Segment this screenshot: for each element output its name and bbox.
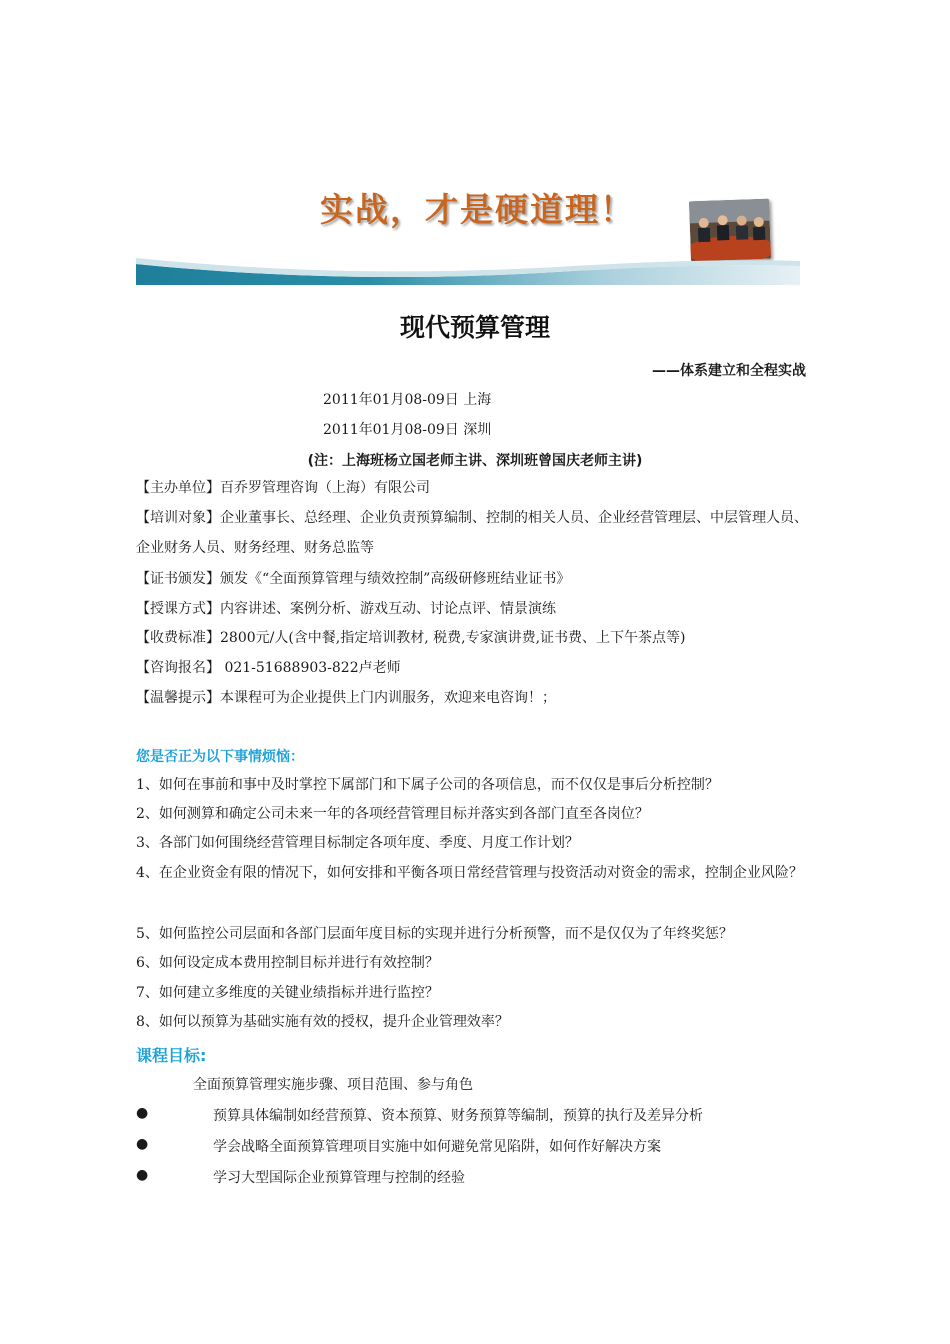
goal-text: 学会战略全面预算管理项目实施中如何避免常见陷阱，如何作好解决方案 bbox=[213, 1139, 661, 1155]
question-item: 1、如何在事前和事中及时掌控下属部门和下属子公司的各项信息，而不仅仅是事后分析控制？ bbox=[136, 777, 719, 793]
page-subtitle: ——体系建立和全程实战 bbox=[652, 363, 806, 379]
banner-swoosh bbox=[136, 258, 800, 285]
info-certificate: 【证书颁发】颁发《“全面预算管理与绩效控制”高级研修班结业证书》 bbox=[136, 571, 571, 587]
info-organizer: 【主办单位】百乔罗管理咨询（上海）有限公司 bbox=[136, 480, 430, 496]
info-contact: 【咨询报名】 021-51688903-822卢老师 bbox=[136, 660, 401, 676]
goals-heading: 课程目标: bbox=[136, 1046, 207, 1065]
meeting-photo bbox=[689, 199, 771, 262]
question-item: 8、如何以预算为基础实施有效的授权，提升企业管理效率？ bbox=[136, 1014, 509, 1030]
info-audience: 【培训对象】企业董事长、总经理、企业负责预算编制、控制的相关人员、企业经营管理层、中层管理人员、企业财务人员、财务经理、财务总监等 bbox=[136, 510, 808, 556]
question-item: 2、如何测算和确定公司未来一年的各项经营管理目标并落实到各部门直至各岗位？ bbox=[136, 806, 649, 822]
info-teaching-method: 【授课方式】内容讲述、案例分析、游戏互动、讨论点评、情景演练 bbox=[136, 601, 556, 617]
lecturer-note: (注：上海班杨立国老师主讲、深圳班曾国庆老师主讲) bbox=[307, 453, 643, 469]
question-item: 4、在企业资金有限的情况下，如何安排和平衡各项日常经营管理与投资活动对资金的需求，控制企业风险？ bbox=[136, 865, 803, 881]
bullet-icon: ● bbox=[136, 1167, 149, 1183]
banner-slogan: 实战，才是硬道理！ bbox=[320, 190, 635, 229]
header-banner bbox=[136, 170, 800, 285]
bullet-icon: ● bbox=[136, 1136, 149, 1152]
info-fee: 【收费标准】2800元/人(含中餐,指定培训教材, 税费,专家演讲费,证书费、上下午茶点等) bbox=[136, 630, 686, 646]
info-tip: 【温馨提示】本课程可为企业提供上门内训服务，欢迎来电咨询！； bbox=[136, 690, 556, 706]
questions-heading: 您是否正为以下事情烦恼： bbox=[136, 749, 304, 765]
goals-intro: 全面预算管理实施步骤、项目范围、参与角色 bbox=[193, 1077, 473, 1093]
goal-text: 学习大型国际企业预算管理与控制的经验 bbox=[213, 1170, 465, 1186]
question-item: 6、如何设定成本费用控制目标并进行有效控制？ bbox=[136, 955, 439, 971]
question-item: 5、如何监控公司层面和各部门层面年度目标的实现并进行分析预警，而不是仅仅为了年终奖惩？ bbox=[136, 926, 733, 942]
page-title: 现代预算管理 bbox=[399, 313, 550, 342]
goal-text: 预算具体编制如经营预算、资本预算、财务预算等编制，预算的执行及差异分析 bbox=[213, 1108, 703, 1124]
date-line-shenzhen: 2011年01月08-09日 深圳 bbox=[323, 422, 492, 438]
question-item: 3、各部门如何围绕经营管理目标制定各项年度、季度、月度工作计划？ bbox=[136, 835, 579, 851]
date-line-shanghai: 2011年01月08-09日 上海 bbox=[323, 392, 492, 408]
question-item: 7、如何建立多维度的关键业绩指标并进行监控？ bbox=[136, 985, 439, 1001]
bullet-icon: ● bbox=[136, 1105, 149, 1121]
